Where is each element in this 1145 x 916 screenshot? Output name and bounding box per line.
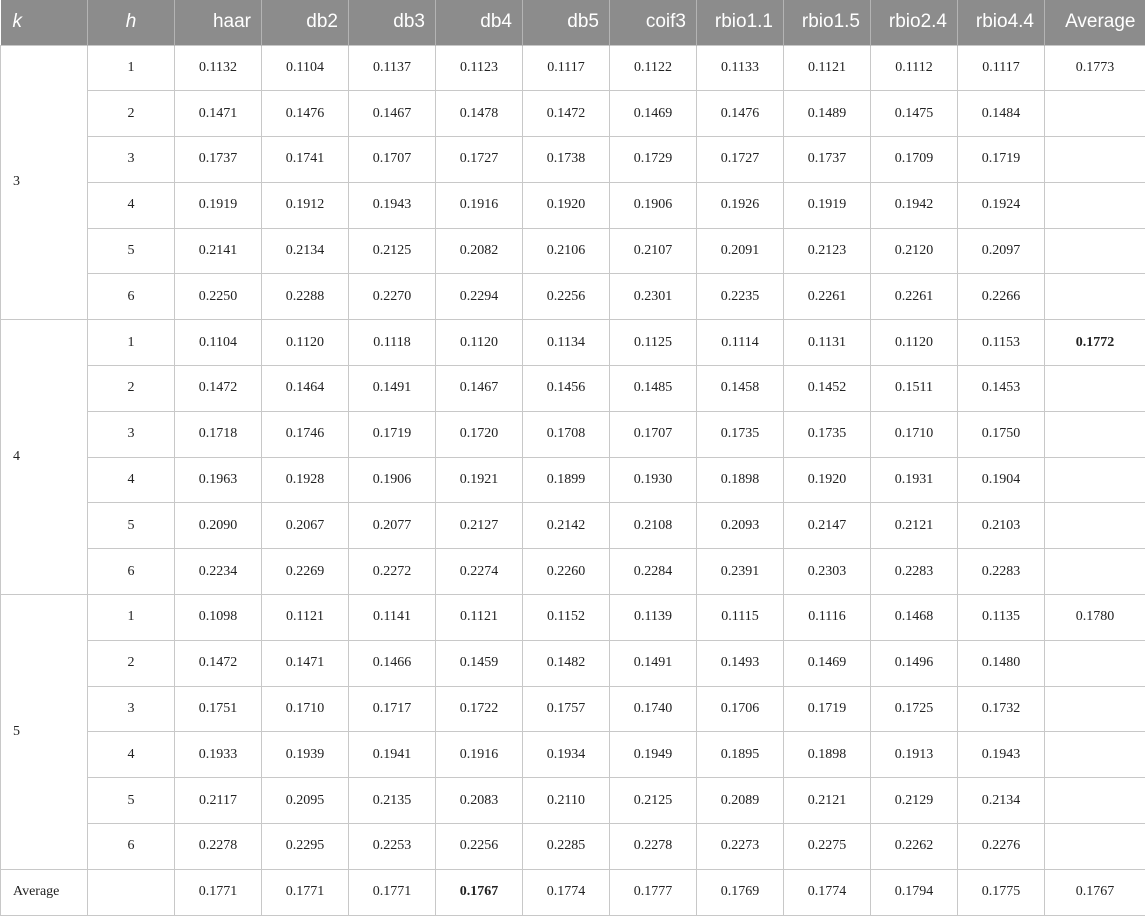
value-cell: 0.1134	[523, 320, 610, 366]
value-cell: 0.1949	[610, 732, 697, 778]
average-row-label: Average	[1, 869, 88, 915]
value-cell: 0.2093	[697, 503, 784, 549]
value-cell: 0.1133	[697, 45, 784, 91]
column-header: rbio1.5	[784, 0, 871, 45]
value-cell: 0.1464	[262, 366, 349, 412]
value-cell: 0.1125	[610, 320, 697, 366]
value-cell: 0.1476	[262, 91, 349, 137]
average-cell	[1045, 411, 1145, 457]
value-cell: 0.1116	[784, 595, 871, 641]
value-cell: 0.1491	[610, 640, 697, 686]
value-cell: 0.1707	[610, 411, 697, 457]
value-cell: 0.1511	[871, 366, 958, 412]
value-cell: 0.1476	[697, 91, 784, 137]
value-cell: 0.1468	[871, 595, 958, 641]
table-row	[1, 732, 1145, 778]
value-cell: 0.1121	[436, 595, 523, 641]
average-cell: 0.1772	[1045, 320, 1145, 366]
value-cell: 0.1152	[523, 595, 610, 641]
value-cell: 0.1141	[349, 595, 436, 641]
table-row	[1, 640, 1145, 686]
h-value-cell: 6	[88, 549, 175, 595]
h-value-cell: 3	[88, 137, 175, 183]
value-cell: 0.2283	[958, 549, 1045, 595]
value-cell: 0.1472	[175, 640, 262, 686]
table-row	[1, 320, 1145, 366]
value-cell: 0.2250	[175, 274, 262, 320]
value-cell: 0.1735	[697, 411, 784, 457]
value-cell: 0.1453	[958, 366, 1045, 412]
value-cell: 0.2275	[784, 824, 871, 870]
value-cell: 0.2103	[958, 503, 1045, 549]
value-cell: 0.1931	[871, 457, 958, 503]
value-cell: 0.2117	[175, 778, 262, 824]
value-cell: 0.2391	[697, 549, 784, 595]
value-cell: 0.1895	[697, 732, 784, 778]
value-cell: 0.2147	[784, 503, 871, 549]
value-cell: 0.1482	[523, 640, 610, 686]
value-cell: 0.1719	[958, 137, 1045, 183]
value-cell: 0.2121	[784, 778, 871, 824]
average-cell	[1045, 503, 1145, 549]
value-cell: 0.1708	[523, 411, 610, 457]
value-cell: 0.1112	[871, 45, 958, 91]
h-value-cell: 4	[88, 457, 175, 503]
value-cell: 0.1471	[175, 91, 262, 137]
value-cell: 0.1930	[610, 457, 697, 503]
h-value-cell: 2	[88, 640, 175, 686]
value-cell: 0.1933	[175, 732, 262, 778]
value-cell: 0.2276	[958, 824, 1045, 870]
value-cell: 0.1104	[175, 320, 262, 366]
column-header: k	[1, 0, 88, 45]
table-row	[1, 228, 1145, 274]
value-cell: 0.1117	[958, 45, 1045, 91]
average-cell	[1045, 182, 1145, 228]
average-cell	[1045, 366, 1145, 412]
value-cell: 0.1924	[958, 182, 1045, 228]
value-cell: 0.2083	[436, 778, 523, 824]
table-row	[1, 182, 1145, 228]
value-cell: 0.1906	[610, 182, 697, 228]
value-cell: 0.2256	[523, 274, 610, 320]
value-cell: 0.1709	[871, 137, 958, 183]
table-row	[1, 45, 1145, 91]
value-cell: 0.1098	[175, 595, 262, 641]
value-cell: 0.2235	[697, 274, 784, 320]
value-cell: 0.2095	[262, 778, 349, 824]
value-cell: 0.2097	[958, 228, 1045, 274]
value-cell: 0.1919	[175, 182, 262, 228]
value-cell: 0.1916	[436, 732, 523, 778]
value-cell: 0.1121	[784, 45, 871, 91]
value-cell: 0.2295	[262, 824, 349, 870]
h-value-cell: 3	[88, 411, 175, 457]
column-header: db2	[262, 0, 349, 45]
value-cell: 0.1452	[784, 366, 871, 412]
value-cell: 0.2284	[610, 549, 697, 595]
value-cell: 0.1727	[697, 137, 784, 183]
h-value-cell: 1	[88, 320, 175, 366]
value-cell: 0.1750	[958, 411, 1045, 457]
h-value-cell: 4	[88, 732, 175, 778]
value-cell: 0.1725	[871, 686, 958, 732]
value-cell: 0.1710	[262, 686, 349, 732]
value-cell: 0.1921	[436, 457, 523, 503]
value-cell: 0.1120	[262, 320, 349, 366]
table-row	[1, 274, 1145, 320]
value-cell: 0.2272	[349, 549, 436, 595]
overall-average-cell: 0.1767	[1045, 869, 1145, 915]
table-row	[1, 366, 1145, 412]
value-cell: 0.2260	[523, 549, 610, 595]
value-cell: 0.2274	[436, 549, 523, 595]
average-cell	[1045, 686, 1145, 732]
value-cell: 0.1117	[523, 45, 610, 91]
value-cell: 0.1741	[262, 137, 349, 183]
h-value-cell: 5	[88, 228, 175, 274]
average-cell	[1045, 778, 1145, 824]
value-cell: 0.1717	[349, 686, 436, 732]
value-cell: 0.1122	[610, 45, 697, 91]
average-cell	[1045, 732, 1145, 778]
k-value-cell: 5	[1, 595, 88, 870]
average-value-cell: 0.1771	[175, 869, 262, 915]
value-cell: 0.1118	[349, 320, 436, 366]
value-cell: 0.2256	[436, 824, 523, 870]
table-row	[1, 686, 1145, 732]
h-value-cell: 6	[88, 824, 175, 870]
average-cell: 0.1773	[1045, 45, 1145, 91]
value-cell: 0.1928	[262, 457, 349, 503]
k-value-cell: 4	[1, 320, 88, 595]
value-cell: 0.1943	[349, 182, 436, 228]
value-cell: 0.2142	[523, 503, 610, 549]
average-value-cell: 0.1769	[697, 869, 784, 915]
value-cell: 0.2261	[784, 274, 871, 320]
value-cell: 0.1722	[436, 686, 523, 732]
value-cell: 0.1456	[523, 366, 610, 412]
value-cell: 0.1904	[958, 457, 1045, 503]
value-cell: 0.1480	[958, 640, 1045, 686]
value-cell: 0.1729	[610, 137, 697, 183]
value-cell: 0.2125	[610, 778, 697, 824]
value-cell: 0.1493	[697, 640, 784, 686]
column-header: rbio2.4	[871, 0, 958, 45]
value-cell: 0.1120	[436, 320, 523, 366]
h-value-cell: 5	[88, 503, 175, 549]
value-cell: 0.1472	[523, 91, 610, 137]
value-cell: 0.1934	[523, 732, 610, 778]
value-cell: 0.1121	[262, 595, 349, 641]
value-cell: 0.2121	[871, 503, 958, 549]
value-cell: 0.1475	[871, 91, 958, 137]
value-cell: 0.1718	[175, 411, 262, 457]
value-cell: 0.2077	[349, 503, 436, 549]
value-cell: 0.1926	[697, 182, 784, 228]
value-cell: 0.1719	[784, 686, 871, 732]
average-cell	[1045, 228, 1145, 274]
value-cell: 0.2107	[610, 228, 697, 274]
value-cell: 0.2106	[523, 228, 610, 274]
value-cell: 0.1496	[871, 640, 958, 686]
value-cell: 0.1137	[349, 45, 436, 91]
table-row	[1, 503, 1145, 549]
value-cell: 0.1104	[262, 45, 349, 91]
h-value-cell	[88, 869, 175, 915]
average-value-cell: 0.1771	[262, 869, 349, 915]
column-header: db3	[349, 0, 436, 45]
table-body	[1, 45, 1145, 915]
table-row	[1, 411, 1145, 457]
value-cell: 0.1471	[262, 640, 349, 686]
value-cell: 0.1466	[349, 640, 436, 686]
average-cell: 0.1780	[1045, 595, 1145, 641]
value-cell: 0.1489	[784, 91, 871, 137]
value-cell: 0.1459	[436, 640, 523, 686]
value-cell: 0.2253	[349, 824, 436, 870]
value-cell: 0.1139	[610, 595, 697, 641]
average-cell	[1045, 274, 1145, 320]
value-cell: 0.1115	[697, 595, 784, 641]
value-cell: 0.2123	[784, 228, 871, 274]
value-cell: 0.2129	[871, 778, 958, 824]
column-header: rbio4.4	[958, 0, 1045, 45]
column-header: db5	[523, 0, 610, 45]
value-cell: 0.2278	[610, 824, 697, 870]
value-cell: 0.2125	[349, 228, 436, 274]
value-cell: 0.2301	[610, 274, 697, 320]
h-value-cell: 4	[88, 182, 175, 228]
value-cell: 0.2262	[871, 824, 958, 870]
k-value-cell: 3	[1, 45, 88, 320]
value-cell: 0.1920	[784, 457, 871, 503]
h-value-cell: 5	[88, 778, 175, 824]
h-value-cell: 6	[88, 274, 175, 320]
value-cell: 0.1913	[871, 732, 958, 778]
value-cell: 0.2278	[175, 824, 262, 870]
value-cell: 0.2303	[784, 549, 871, 595]
value-cell: 0.1484	[958, 91, 1045, 137]
value-cell: 0.2082	[436, 228, 523, 274]
value-cell: 0.1740	[610, 686, 697, 732]
value-cell: 0.2294	[436, 274, 523, 320]
table-row	[1, 91, 1145, 137]
value-cell: 0.1898	[697, 457, 784, 503]
table-row	[1, 824, 1145, 870]
header-row	[1, 0, 1145, 45]
value-cell: 0.1963	[175, 457, 262, 503]
value-cell: 0.1131	[784, 320, 871, 366]
value-cell: 0.2273	[697, 824, 784, 870]
value-cell: 0.1735	[784, 411, 871, 457]
value-cell: 0.1135	[958, 595, 1045, 641]
table-row	[1, 595, 1145, 641]
h-value-cell: 1	[88, 595, 175, 641]
value-cell: 0.2141	[175, 228, 262, 274]
value-cell: 0.1939	[262, 732, 349, 778]
h-value-cell: 3	[88, 686, 175, 732]
value-cell: 0.1919	[784, 182, 871, 228]
value-cell: 0.1906	[349, 457, 436, 503]
value-cell: 0.1719	[349, 411, 436, 457]
value-cell: 0.1153	[958, 320, 1045, 366]
value-cell: 0.1899	[523, 457, 610, 503]
value-cell: 0.1920	[523, 182, 610, 228]
value-cell: 0.2091	[697, 228, 784, 274]
average-value-cell: 0.1767	[436, 869, 523, 915]
table-row	[1, 457, 1145, 503]
value-cell: 0.2283	[871, 549, 958, 595]
value-cell: 0.2288	[262, 274, 349, 320]
value-cell: 0.2270	[349, 274, 436, 320]
value-cell: 0.1478	[436, 91, 523, 137]
h-value-cell: 2	[88, 91, 175, 137]
value-cell: 0.2127	[436, 503, 523, 549]
value-cell: 0.2135	[349, 778, 436, 824]
value-cell: 0.1469	[784, 640, 871, 686]
average-value-cell: 0.1775	[958, 869, 1045, 915]
value-cell: 0.1912	[262, 182, 349, 228]
value-cell: 0.2110	[523, 778, 610, 824]
value-cell: 0.2090	[175, 503, 262, 549]
average-cell	[1045, 549, 1145, 595]
average-value-cell: 0.1794	[871, 869, 958, 915]
average-cell	[1045, 137, 1145, 183]
value-cell: 0.1467	[436, 366, 523, 412]
value-cell: 0.1114	[697, 320, 784, 366]
value-cell: 0.1943	[958, 732, 1045, 778]
value-cell: 0.1738	[523, 137, 610, 183]
average-cell	[1045, 91, 1145, 137]
value-cell: 0.1916	[436, 182, 523, 228]
value-cell: 0.1485	[610, 366, 697, 412]
average-row	[1, 869, 1145, 915]
h-value-cell: 1	[88, 45, 175, 91]
value-cell: 0.1710	[871, 411, 958, 457]
column-header: coif3	[610, 0, 697, 45]
value-cell: 0.1751	[175, 686, 262, 732]
table-row	[1, 549, 1145, 595]
value-cell: 0.2134	[262, 228, 349, 274]
value-cell: 0.1706	[697, 686, 784, 732]
value-cell: 0.1132	[175, 45, 262, 91]
value-cell: 0.1727	[436, 137, 523, 183]
value-cell: 0.1123	[436, 45, 523, 91]
value-cell: 0.2120	[871, 228, 958, 274]
value-cell: 0.1467	[349, 91, 436, 137]
value-cell: 0.1720	[436, 411, 523, 457]
value-cell: 0.1469	[610, 91, 697, 137]
table-row	[1, 778, 1145, 824]
value-cell: 0.1472	[175, 366, 262, 412]
value-cell: 0.1757	[523, 686, 610, 732]
value-cell: 0.2266	[958, 274, 1045, 320]
value-cell: 0.1941	[349, 732, 436, 778]
average-value-cell: 0.1774	[784, 869, 871, 915]
average-value-cell: 0.1771	[349, 869, 436, 915]
value-cell: 0.1942	[871, 182, 958, 228]
value-cell: 0.1491	[349, 366, 436, 412]
value-cell: 0.2234	[175, 549, 262, 595]
h-value-cell: 2	[88, 366, 175, 412]
column-header: rbio1.1	[697, 0, 784, 45]
value-cell: 0.1898	[784, 732, 871, 778]
value-cell: 0.1737	[175, 137, 262, 183]
average-value-cell: 0.1774	[523, 869, 610, 915]
average-cell	[1045, 457, 1145, 503]
value-cell: 0.1458	[697, 366, 784, 412]
value-cell: 0.1746	[262, 411, 349, 457]
value-cell: 0.1120	[871, 320, 958, 366]
value-cell: 0.2067	[262, 503, 349, 549]
column-header: db4	[436, 0, 523, 45]
column-header: h	[88, 0, 175, 45]
average-value-cell: 0.1777	[610, 869, 697, 915]
value-cell: 0.1737	[784, 137, 871, 183]
table-row	[1, 137, 1145, 183]
average-cell	[1045, 824, 1145, 870]
value-cell: 0.2269	[262, 549, 349, 595]
value-cell: 0.2261	[871, 274, 958, 320]
value-cell: 0.2134	[958, 778, 1045, 824]
value-cell: 0.2108	[610, 503, 697, 549]
value-cell: 0.2285	[523, 824, 610, 870]
value-cell: 0.2089	[697, 778, 784, 824]
column-header: haar	[175, 0, 262, 45]
value-cell: 0.1707	[349, 137, 436, 183]
average-cell	[1045, 640, 1145, 686]
value-cell: 0.1732	[958, 686, 1045, 732]
column-header: Average	[1045, 0, 1145, 45]
